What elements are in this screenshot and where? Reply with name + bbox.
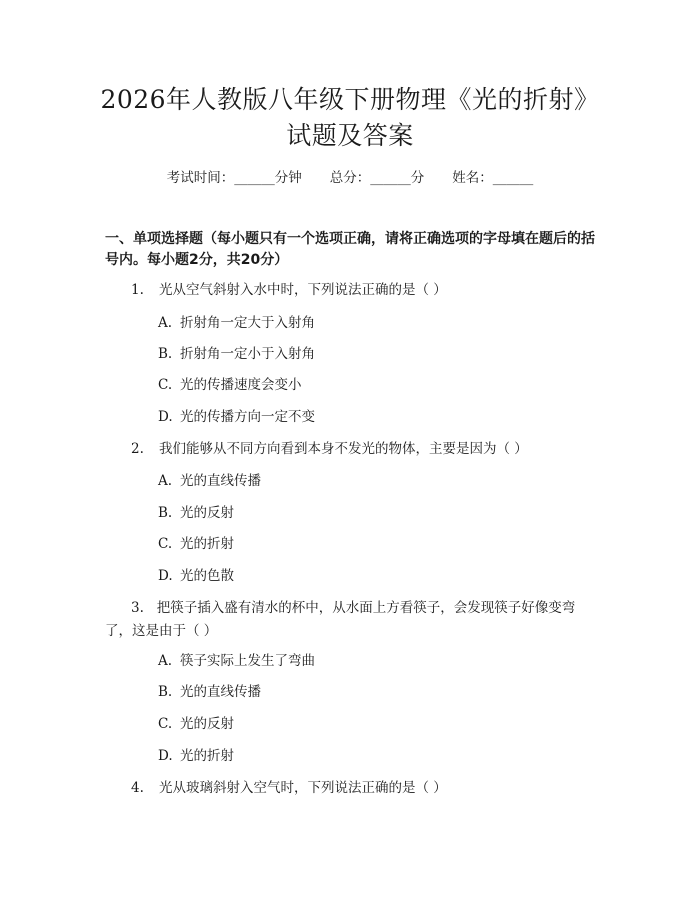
question-3-option-a bbox=[158, 651, 315, 671]
time-blank[interactable]: ______ bbox=[234, 170, 275, 186]
question-number: 3. bbox=[131, 600, 144, 616]
exam-info-line bbox=[0, 168, 700, 188]
option-letter: C. bbox=[158, 536, 173, 552]
question-3-option-d bbox=[158, 746, 234, 766]
document-title-line-2: 试题及答案 bbox=[286, 121, 414, 150]
question-4 bbox=[131, 777, 447, 800]
question-1-option-c bbox=[158, 375, 302, 395]
option-text: 光的折射 bbox=[180, 536, 234, 552]
question-text: 光从玻璃斜射入空气时，下列说法正确的是（ ） bbox=[159, 780, 447, 796]
question-3-option-b bbox=[158, 682, 261, 702]
option-text: 光的反射 bbox=[180, 505, 234, 521]
name-blank[interactable]: ______ bbox=[492, 170, 534, 186]
option-letter: D. bbox=[158, 748, 173, 764]
option-text: 筷子实际上发生了弯曲 bbox=[180, 653, 315, 669]
question-1-option-b bbox=[158, 344, 315, 364]
option-letter: C. bbox=[158, 716, 173, 732]
option-letter: A. bbox=[158, 653, 173, 669]
option-text: 光的反射 bbox=[180, 716, 234, 732]
question-text: 把筷子插入盛有清水的杯中，从水面上方看筷子，会发现筷子好像变弯了，这是由于（ ） bbox=[105, 600, 576, 639]
option-text: 光的直线传播 bbox=[180, 684, 261, 700]
time-unit: 分钟 bbox=[274, 170, 302, 186]
option-text: 折射角一定小于入射角 bbox=[180, 346, 315, 362]
option-letter: B. bbox=[158, 346, 173, 362]
question-number: 4. bbox=[131, 780, 144, 796]
option-letter: B. bbox=[158, 684, 173, 700]
question-1-option-a bbox=[158, 313, 315, 333]
option-letter: C. bbox=[158, 377, 173, 393]
section-heading: 一、单项选择题（每小题只有一个选项正确，请将正确选项的字母填在题后的括号内。每小题2分，共20分） bbox=[105, 231, 595, 268]
question-2-option-d bbox=[158, 566, 234, 586]
option-text: 光的传播速度会变小 bbox=[180, 377, 302, 393]
option-text: 折射角一定大于入射角 bbox=[180, 315, 315, 331]
option-text: 光的传播方向一定不变 bbox=[180, 409, 315, 425]
option-letter: D. bbox=[158, 409, 173, 425]
question-2-option-b bbox=[158, 503, 234, 523]
question-2 bbox=[131, 438, 528, 461]
score-unit: 分 bbox=[410, 170, 425, 186]
question-1-option-d bbox=[158, 407, 315, 427]
document-title-line-1: 2026年人教版八年级下册物理《光的折射》 bbox=[100, 85, 600, 114]
option-letter: D. bbox=[158, 568, 173, 584]
question-number: 1. bbox=[131, 282, 144, 298]
name-label: 姓名： bbox=[452, 170, 493, 186]
option-text: 光的色散 bbox=[180, 568, 234, 584]
question-1 bbox=[131, 279, 447, 302]
option-letter: B. bbox=[158, 505, 173, 521]
question-text: 光从空气斜射入水中时，下列说法正确的是（ ） bbox=[159, 282, 447, 298]
question-number: 2. bbox=[131, 441, 144, 457]
question-2-option-c bbox=[158, 534, 234, 554]
score-blank[interactable]: ______ bbox=[370, 170, 411, 186]
time-label: 考试时间： bbox=[166, 170, 235, 186]
option-text: 光的直线传播 bbox=[180, 473, 261, 489]
question-3 bbox=[105, 597, 595, 643]
option-letter: A. bbox=[158, 315, 173, 331]
option-text: 光的折射 bbox=[180, 748, 234, 764]
question-3-option-c bbox=[158, 714, 234, 734]
option-letter: A. bbox=[158, 473, 173, 489]
question-2-option-a bbox=[158, 471, 261, 491]
question-text: 我们能够从不同方向看到本身不发光的物体，主要是因为（ ） bbox=[159, 441, 528, 457]
score-label: 总分： bbox=[329, 170, 371, 186]
